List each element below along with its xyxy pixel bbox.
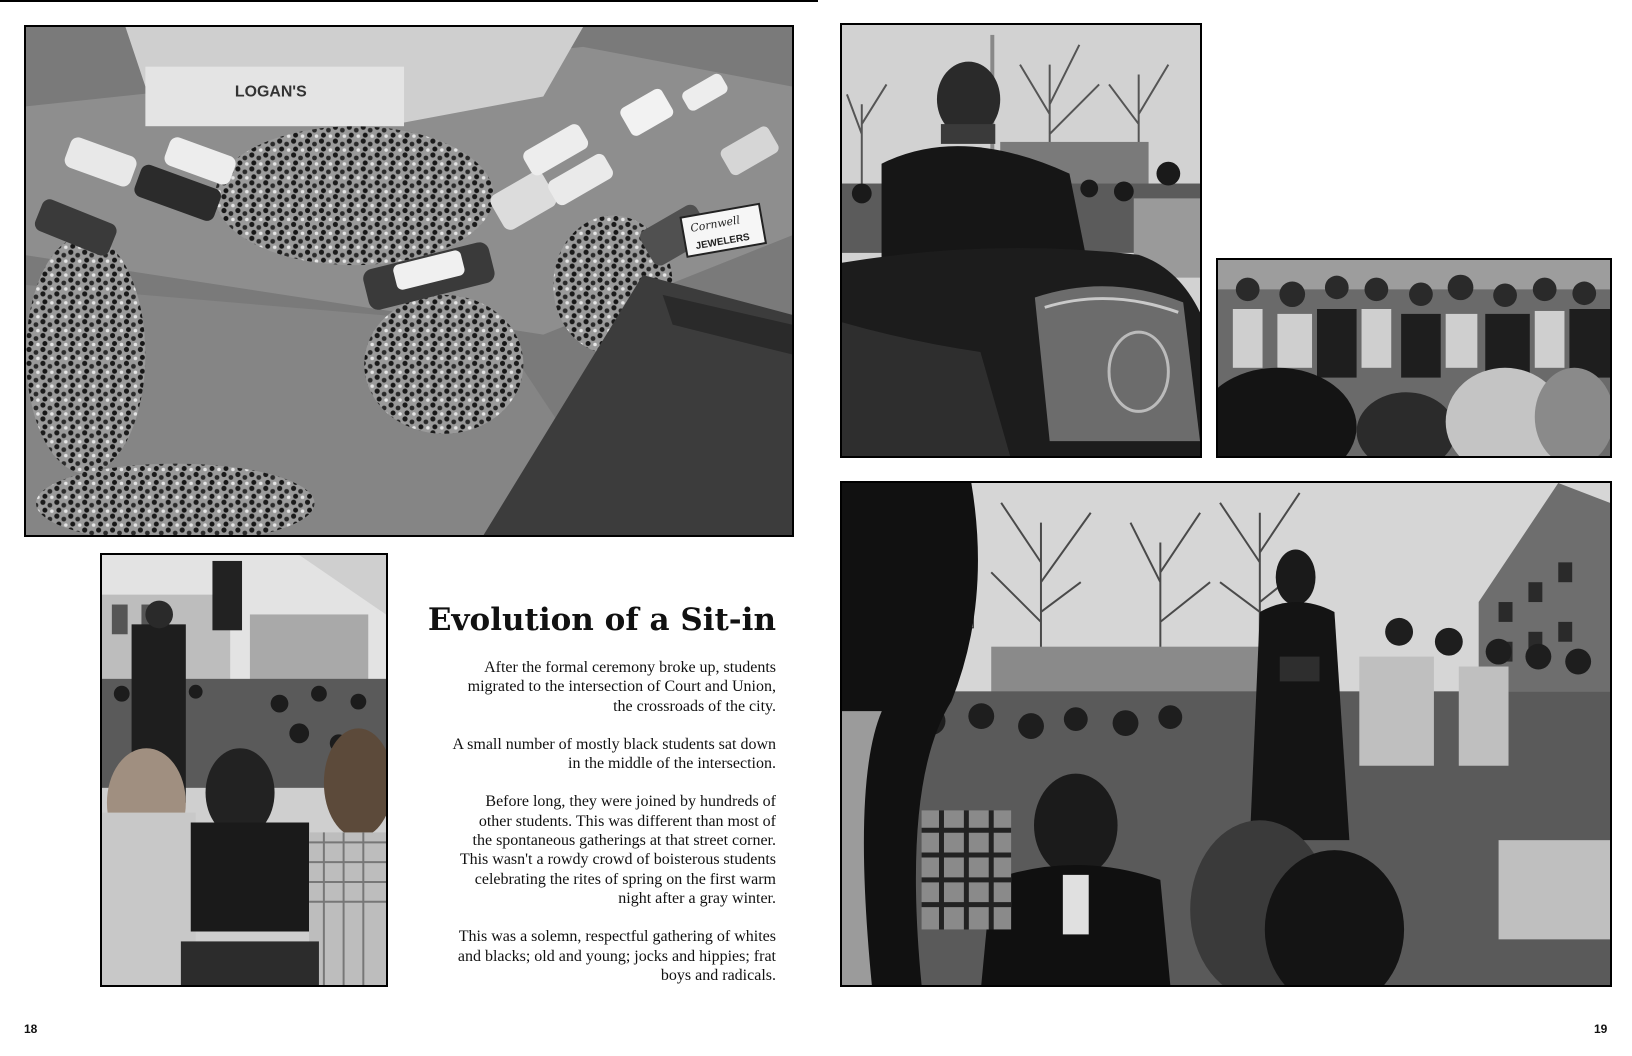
article bbox=[398, 600, 776, 1004]
crowd-closeup-photo bbox=[1216, 258, 1612, 458]
woman-speaker-crowd-photo bbox=[840, 481, 1612, 987]
article-paragraph: After the formal ceremony broke up, students migrated to the intersection of Court and Union, the crossroads of the city. bbox=[467, 659, 776, 715]
article-paragraph: A small number of mostly black students sat down in the middle of the intersection. bbox=[452, 735, 776, 773]
aerial-intersection-photo bbox=[24, 25, 794, 537]
page-number-left: 18 bbox=[24, 1022, 38, 1036]
article-headline: Evolution of a Sit-in bbox=[427, 602, 776, 638]
page-number-right: 19 bbox=[1594, 1022, 1608, 1036]
top-rule bbox=[0, 0, 818, 2]
jeweler-sign-top: Cornwell bbox=[689, 213, 741, 235]
jeweler-sign-bottom: JEWELERS bbox=[694, 231, 751, 253]
article-paragraph: Before long, they were joined by hundreds of other students. This was different than most of the spontaneous gatherings at that street corner. This wasn't a rowdy crowd of boisterous students celebrating the rites of spring on the first warm night after a gray winter. bbox=[459, 793, 776, 907]
article-paragraph: This was a solemn, respectful gathering of whites and blacks; old and young; jocks and hippies; frat boys and radicals. bbox=[457, 928, 776, 984]
seated-students-photo bbox=[100, 553, 388, 987]
store-sign: LOGAN'S bbox=[234, 83, 307, 101]
speaker-in-car-photo bbox=[840, 23, 1202, 458]
